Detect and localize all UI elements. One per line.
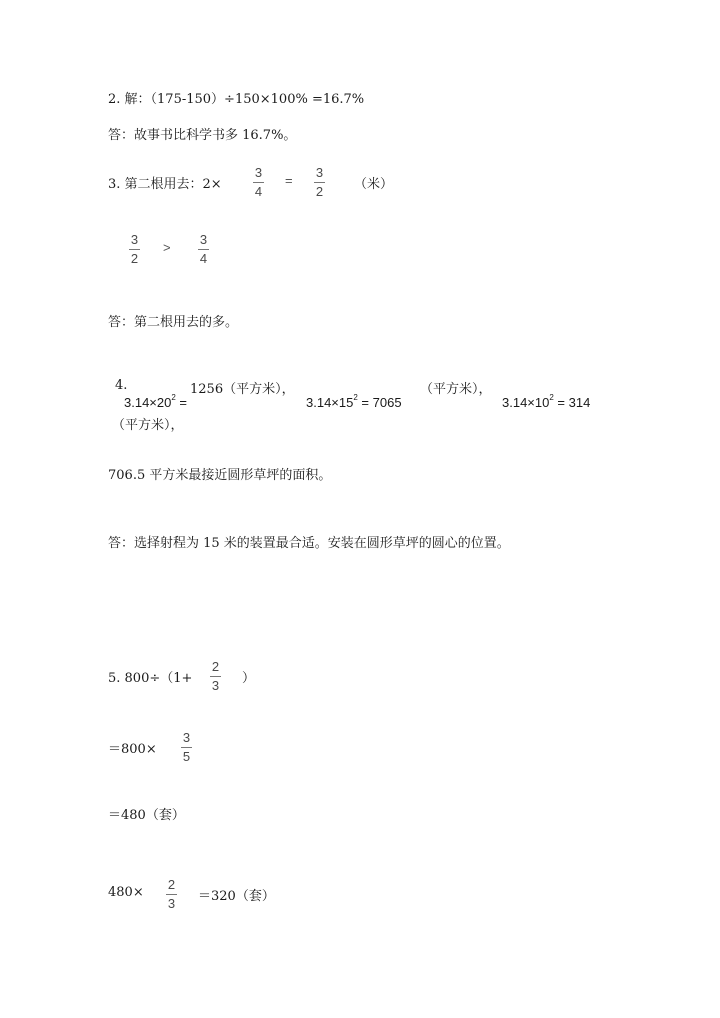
fraction-numerator: 3 bbox=[182, 730, 191, 745]
q5-fraction-two-thirds bbox=[210, 660, 221, 693]
equation-rest: = 7065 bbox=[357, 395, 402, 410]
q4-equation-r10 bbox=[502, 395, 590, 410]
q3-answer: 答：第二根用去的多。 bbox=[108, 315, 239, 330]
q4-conclusion: 706.5 平方米最接近圆形草坪的面积。 bbox=[108, 468, 332, 483]
q4-unit-square-meters-2: （平方米）， bbox=[112, 418, 184, 433]
exponent: 2 bbox=[549, 393, 554, 402]
fraction-denominator: 3 bbox=[211, 678, 220, 693]
fraction-bar bbox=[181, 747, 192, 748]
q3-fraction-three-quarters bbox=[253, 166, 264, 199]
exponent: 2 bbox=[171, 393, 176, 402]
fraction-numerator: 3 bbox=[254, 165, 263, 180]
equation-rest: = bbox=[175, 395, 188, 410]
q4-area-1256: 1256（平方米）， bbox=[190, 382, 295, 397]
fraction-bar bbox=[210, 676, 221, 677]
q4-unit-square-meters: （平方米）， bbox=[420, 382, 492, 397]
q3-fraction-three-halves bbox=[314, 166, 325, 199]
fraction-bar bbox=[314, 182, 325, 183]
q5-line2-prefix: ＝800× bbox=[108, 742, 157, 757]
fraction-numerator: 3 bbox=[130, 232, 139, 247]
fraction-denominator: 4 bbox=[254, 184, 263, 199]
q3-solution-prefix: 3. 第二根用去：2× bbox=[108, 177, 222, 192]
q3-greater-than: > bbox=[163, 240, 171, 255]
q5-line3: ＝480（套） bbox=[108, 808, 185, 823]
fraction-numerator: 2 bbox=[211, 659, 220, 674]
fraction-bar bbox=[166, 894, 177, 895]
q3-unit: （米） bbox=[354, 177, 394, 192]
fraction-numerator: 3 bbox=[315, 165, 324, 180]
equation-base: 3.14×20 bbox=[124, 395, 172, 410]
q5-fraction-three-fifths bbox=[181, 731, 192, 764]
fraction-bar bbox=[198, 249, 209, 250]
q5-line1-prefix: 5. 800÷（1+ bbox=[108, 671, 193, 686]
q4-label: 4. bbox=[115, 378, 128, 393]
exponent: 2 bbox=[353, 393, 358, 402]
q2-solution-line: 2. 解：（175-150）÷150×100% =16.7% bbox=[108, 92, 365, 107]
q4-equation-r15 bbox=[306, 395, 402, 410]
fraction-denominator: 2 bbox=[315, 184, 324, 199]
equation-rest: = 314 bbox=[553, 395, 591, 410]
fraction-bar bbox=[253, 182, 264, 183]
q3-compare-left-fraction bbox=[129, 233, 140, 266]
q5-line4-suffix: ＝320（套） bbox=[198, 889, 275, 904]
q2-answer: 答：故事书比科学书多 16.7%。 bbox=[108, 128, 297, 143]
fraction-denominator: 3 bbox=[167, 896, 176, 911]
q5-line1-suffix: ） bbox=[242, 671, 256, 686]
equation-base: 3.14×15 bbox=[306, 395, 354, 410]
q3-equals: = bbox=[285, 173, 293, 188]
q5-fraction-two-thirds-2 bbox=[166, 878, 177, 911]
fraction-numerator: 2 bbox=[167, 877, 176, 892]
fraction-denominator: 2 bbox=[130, 251, 139, 266]
fraction-numerator: 3 bbox=[199, 232, 208, 247]
fraction-denominator: 4 bbox=[199, 251, 208, 266]
q4-answer: 答：选择射程为 15 米的装置最合适。安装在圆形草坪的圆心的位置。 bbox=[108, 536, 510, 551]
equation-base: 3.14×10 bbox=[502, 395, 550, 410]
q5-line4-prefix: 480× bbox=[108, 885, 144, 900]
fraction-denominator: 5 bbox=[182, 749, 191, 764]
fraction-bar bbox=[129, 249, 140, 250]
q4-equation-r20 bbox=[124, 395, 187, 410]
q3-compare-right-fraction bbox=[198, 233, 209, 266]
